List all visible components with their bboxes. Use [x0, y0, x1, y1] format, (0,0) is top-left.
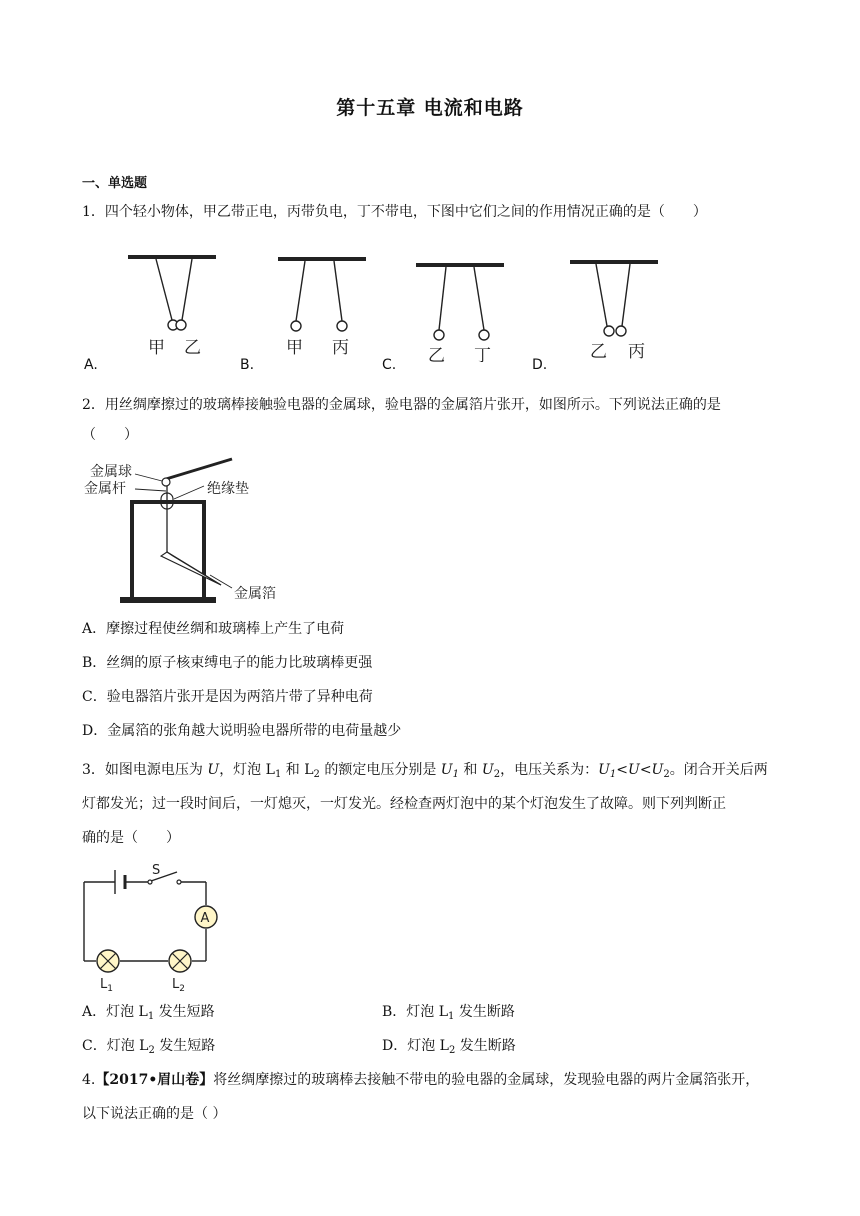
question-4-stem-line1: 4.【2017•眉山卷】将丝绸摩擦过的玻璃棒去接触不带电的验电器的金属球，发现验电器的两片金属箔张开，	[82, 1072, 760, 1088]
question-2-option-c: C．验电器箔片张开是因为两箔片带了异种电荷	[82, 689, 373, 705]
question-3-stem-line2: 灯都发光；过一段时间后，一灯熄灭，一灯发光。经检查两灯泡中的某个灯泡发生了故障。则下列判断正	[82, 796, 726, 812]
electroscope-diagram	[82, 455, 292, 607]
option-b-right-label: 丙	[332, 338, 349, 358]
question-3-stem-line1: 3．如图电源电压为 U，灯泡 $L_1$ 和 $L_2$ 的额定电压分别是 $U_1$ 和 $U_2$，电压关系为：$U_1<U<U_2$。闭合开关后两	[82, 762, 768, 780]
question-3-option-c: C．灯泡 $L_2$ 发生短路	[82, 1038, 216, 1056]
label-metal-foil: 金属箔	[234, 586, 276, 602]
option-c-diagram	[412, 250, 512, 362]
question-3-stem-line3: 确的是（ ）	[82, 830, 180, 846]
question-2-stem-line1: 2．用丝绸摩擦过的玻璃棒接触验电器的金属球，验电器的金属箔片张开，如图所示。下列说法正确的是	[82, 397, 721, 413]
option-a-letter: A.	[84, 357, 98, 373]
option-b-left-label: 甲	[286, 338, 303, 358]
question-3-option-d: D．灯泡 $L_2$ 发生断路	[382, 1038, 516, 1056]
ammeter-label: A	[200, 911, 210, 926]
question-1-stem: 1．四个轻小物体，甲乙带正电，丙带负电，丁不带电，下图中它们之间的作用情况正确的是（ ）	[82, 204, 707, 220]
option-d-diagram	[564, 250, 664, 362]
label-metal-ball: 金属球	[90, 464, 132, 480]
lamp2-label: $L_2$	[172, 977, 185, 992]
label-metal-rod: 金属杆	[84, 481, 126, 497]
question-3-option-b: B．灯泡 $L_1$ 发生断路	[382, 1004, 515, 1022]
option-a-diagram	[122, 250, 222, 362]
question-2-stem-line2: （ ）	[82, 427, 138, 443]
question-4-source: 【2017•眉山卷】	[95, 1072, 214, 1088]
option-b-letter: B.	[240, 357, 255, 373]
option-d-left-label: 乙	[590, 342, 607, 362]
question-4-stem-line2: 以下说法正确的是（ ）	[82, 1106, 227, 1122]
option-a-left-label: 甲	[148, 338, 165, 358]
circuit-diagram	[82, 860, 222, 992]
question-2-option-b: B．丝绸的原子核束缚电子的能力比玻璃棒更强	[82, 655, 373, 671]
question-1-figures	[82, 250, 682, 380]
section-heading: 一、单选题	[82, 176, 148, 191]
option-d-letter: D.	[532, 357, 548, 373]
question-2-option-d: D．金属箔的张角越大说明验电器所带的电荷量越少	[82, 723, 402, 739]
option-d-right-label: 丙	[628, 342, 645, 362]
option-c-right-label: 丁	[474, 346, 491, 362]
lamp1-label: $L_1$	[100, 977, 113, 992]
switch-label: S	[152, 863, 161, 878]
page-title: 第十五章 电流和电路	[336, 97, 524, 119]
option-a-right-label: 乙	[184, 338, 201, 358]
label-insulating-pad: 绝缘垫	[207, 481, 249, 497]
question-3-option-a: A．灯泡 $L_1$ 发生短路	[82, 1004, 215, 1022]
option-c-left-label: 乙	[428, 346, 445, 362]
option-b-diagram	[272, 250, 372, 362]
question-2-option-a: A．摩擦过程使丝绸和玻璃棒上产生了电荷	[82, 621, 345, 637]
option-c-letter: C.	[382, 357, 397, 373]
